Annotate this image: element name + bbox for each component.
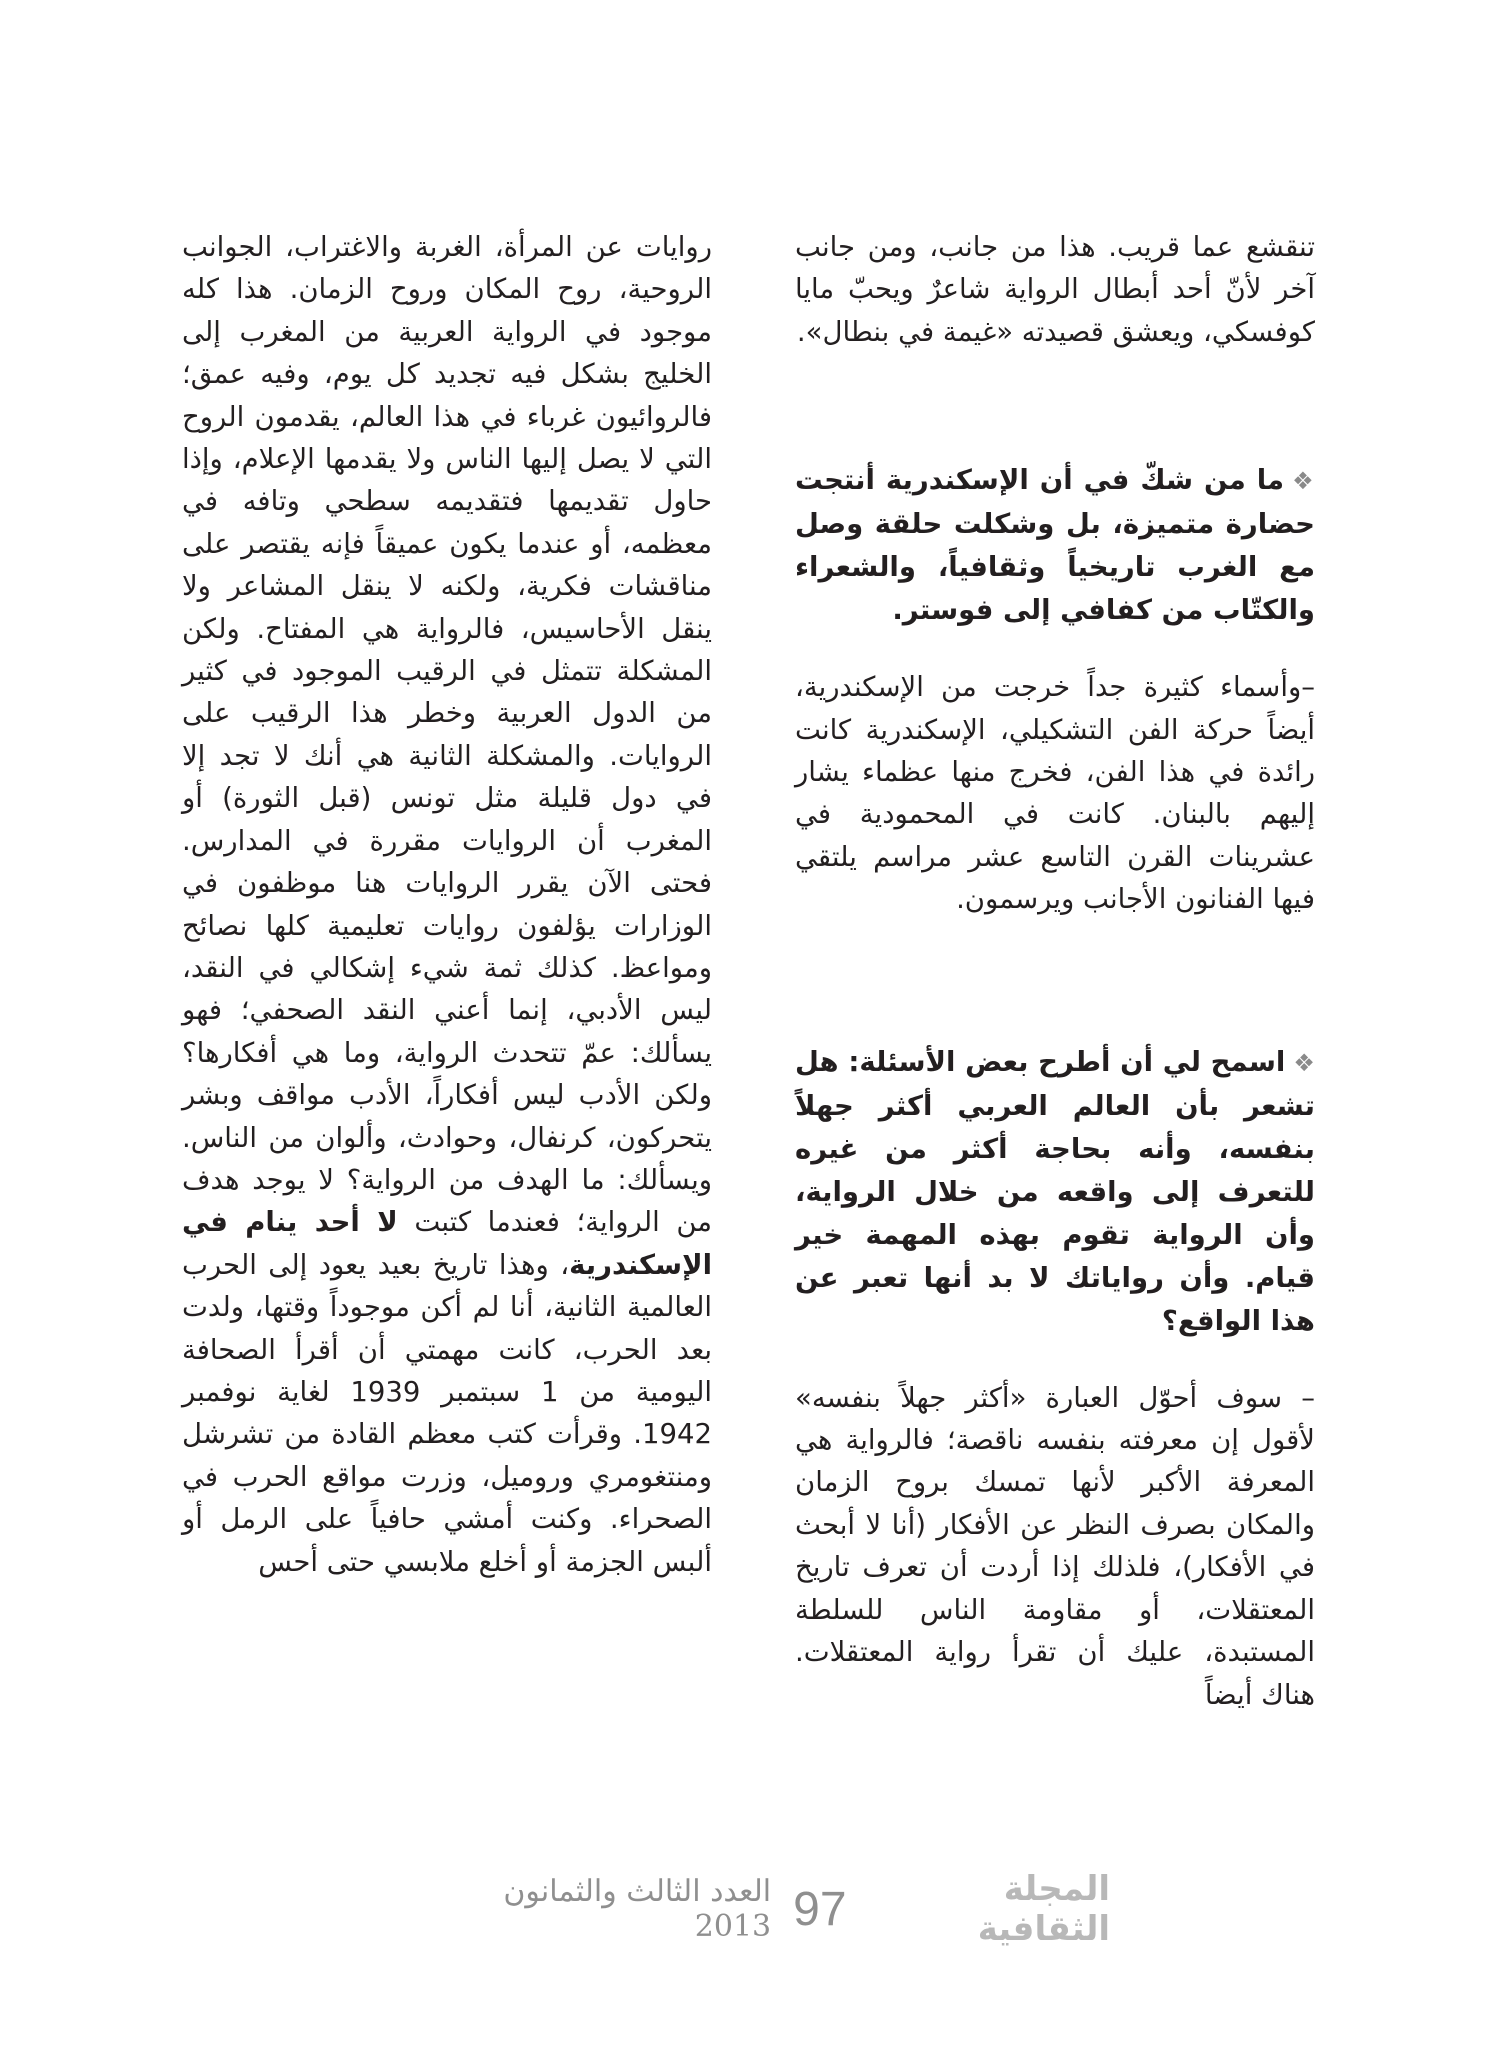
- answer-2-paragraph: – سوف أحوّل العبارة «أكثر جهلاً بنفسه» لأقول إن معرفته بنفسه ناقصة؛ فالرواية هي المعرفة الأكبر لأنها تمسك بروح الزمان والمكان بصرف النظر عن الأفكار (أنا لا أبحث في الأفكار)، فلذلك إذا أردت أن تعرف تاريخ المعتقلات، أو مقاومة الناس للسلطة المستبدة، عليك أن تقرأ رواية المعتقلات. هناك أيضاً: [795, 1381, 1315, 1711]
- intro-paragraph: تنقشع عما قريب. هذا من جانب، ومن جانب آخر لأنّ أحد أبطال الرواية شاعرٌ ويحبّ مايا كوفسكي، ويعشق قصيدته «غيمة في بنطال».: [795, 231, 1315, 348]
- issue-label: العدد الثالث والثمانون 2013: [503, 1874, 772, 1944]
- answer-1-paragraph: –وأسماء كثيرة جداً خرجت من الإسكندرية، أيضاً حركة الفن التشكيلي، الإسكندرية كانت رائدة في هذا الفن، فخرج منها عظماء يشار إليهم بالبنان. كانت في المحمودية في عشرينات القرن التاسع عشر مراسم يلتقي فيها الفنانون الأجانب ويرسمون.: [795, 671, 1315, 916]
- question-1-text: ما من شكّ في أن الإسكندرية أنتجت حضارة متميزة، بل وشكلت حلقة وصل مع الغرب تاريخياً وثقافياً، والشعراء والكتّاب من كفافي إلى فوستر.: [795, 464, 1315, 627]
- paragraph-text-part-2: ، وهذا تاريخ بعيد يعود إلى الحرب العالمية الثانية، أنا لم أكن موجوداً وقتها، ولدت بعد الحرب، كانت مهمتي أن أقرأ الصحافة اليومية من 1 سبتمبر 1939 لغاية نوفمبر 1942. وقرأت كتب معظم القادة من تشرشل ومنتغومري وروميل، وزرت مواقع الحرب في الصحراء. وكنت أمشي حافياً على الرمل أو ألبس الجزمة أو أخلع ملابسي حتى أحس: [182, 1248, 713, 1578]
- left-column: [182, 226, 712, 1583]
- magazine-logo: المجلة الثقافية: [977, 1869, 1110, 1949]
- diamond-bullet-icon: ❖: [1292, 467, 1315, 496]
- continued-answer-paragraph: [182, 226, 712, 1583]
- interview-question-1: [795, 459, 1315, 632]
- page-footer: [430, 1869, 1110, 1949]
- novel-title: لا أحد ينام في الإسكندرية: [182, 1206, 712, 1281]
- interview-question-2: [795, 1041, 1315, 1343]
- right-column: [795, 226, 1315, 1716]
- paragraph-text-part-1: روايات عن المرأة، الغربة والاغتراب، الجوانب الروحية، روح المكان وروح الزمان. هذا كله موجود في الرواية العربية من المغرب إلى الخليج بشكل فيه تجديد كل يوم، وفيه عمق؛ فالروائيون غرباء في هذا العالم، يقدمون الروح التي لا يصل إليها الناس ولا يقدمها الإعلام، وإذا حاول تقديمها فتقديمه سطحي وتافه في معظمه، أو عندما يكون عميقاً فإنه يقتصر على مناقشات فكرية، ولكنه لا ينقل المشاعر ولا ينقل الأحاسيس، فالرواية هي المفتاح. ولكن المشكلة تتمثل في الرقيب الموجود في كثير من الدول العربية وخطر هذا الرقيب على الروايات. والمشكلة الثانية هي أنك لا تجد إلا في دول قليلة مثل تونس (قبل الثورة) أو المغرب أن الروايات مقررة في المدارس. فحتى الآن يقرر الروايات هنا موظفون في الوزارات يؤلفون روايات تعليمية كلها نصائح ومواعظ. كذلك ثمة شيء إشكالي في النقد، ليس الأدبي، إنما أعني النقد الصحفي؛ فهو يسألك: عمّ تتحدث الرواية، وما هي أفكارها؟ ولكن الأدب ليس أفكاراً، الأدب مواقف وبشر يتحركون، كرنفال، وحوادث، وألوان من الناس. ويسألك: ما الهدف من الرواية؟ لا يوجد هدف من الرواية؛ فعندما كتبت: [182, 231, 712, 1239]
- page-number: 97: [793, 1882, 847, 1936]
- question-2-text: اسمح لي أن أطرح بعض الأسئلة: هل تشعر بأن العالم العربي أكثر جهلاً بنفسه، وأنه بحاجة أكثر من غيره للتعرف إلى واقعه من خلال الرواية، وأن الرواية تقوم بهذه المهمة خير قيام. وأن رواياتك لا بد أنها تعبر عن هذا الواقع؟: [795, 1045, 1315, 1337]
- diamond-bullet-icon: ❖: [1293, 1048, 1315, 1077]
